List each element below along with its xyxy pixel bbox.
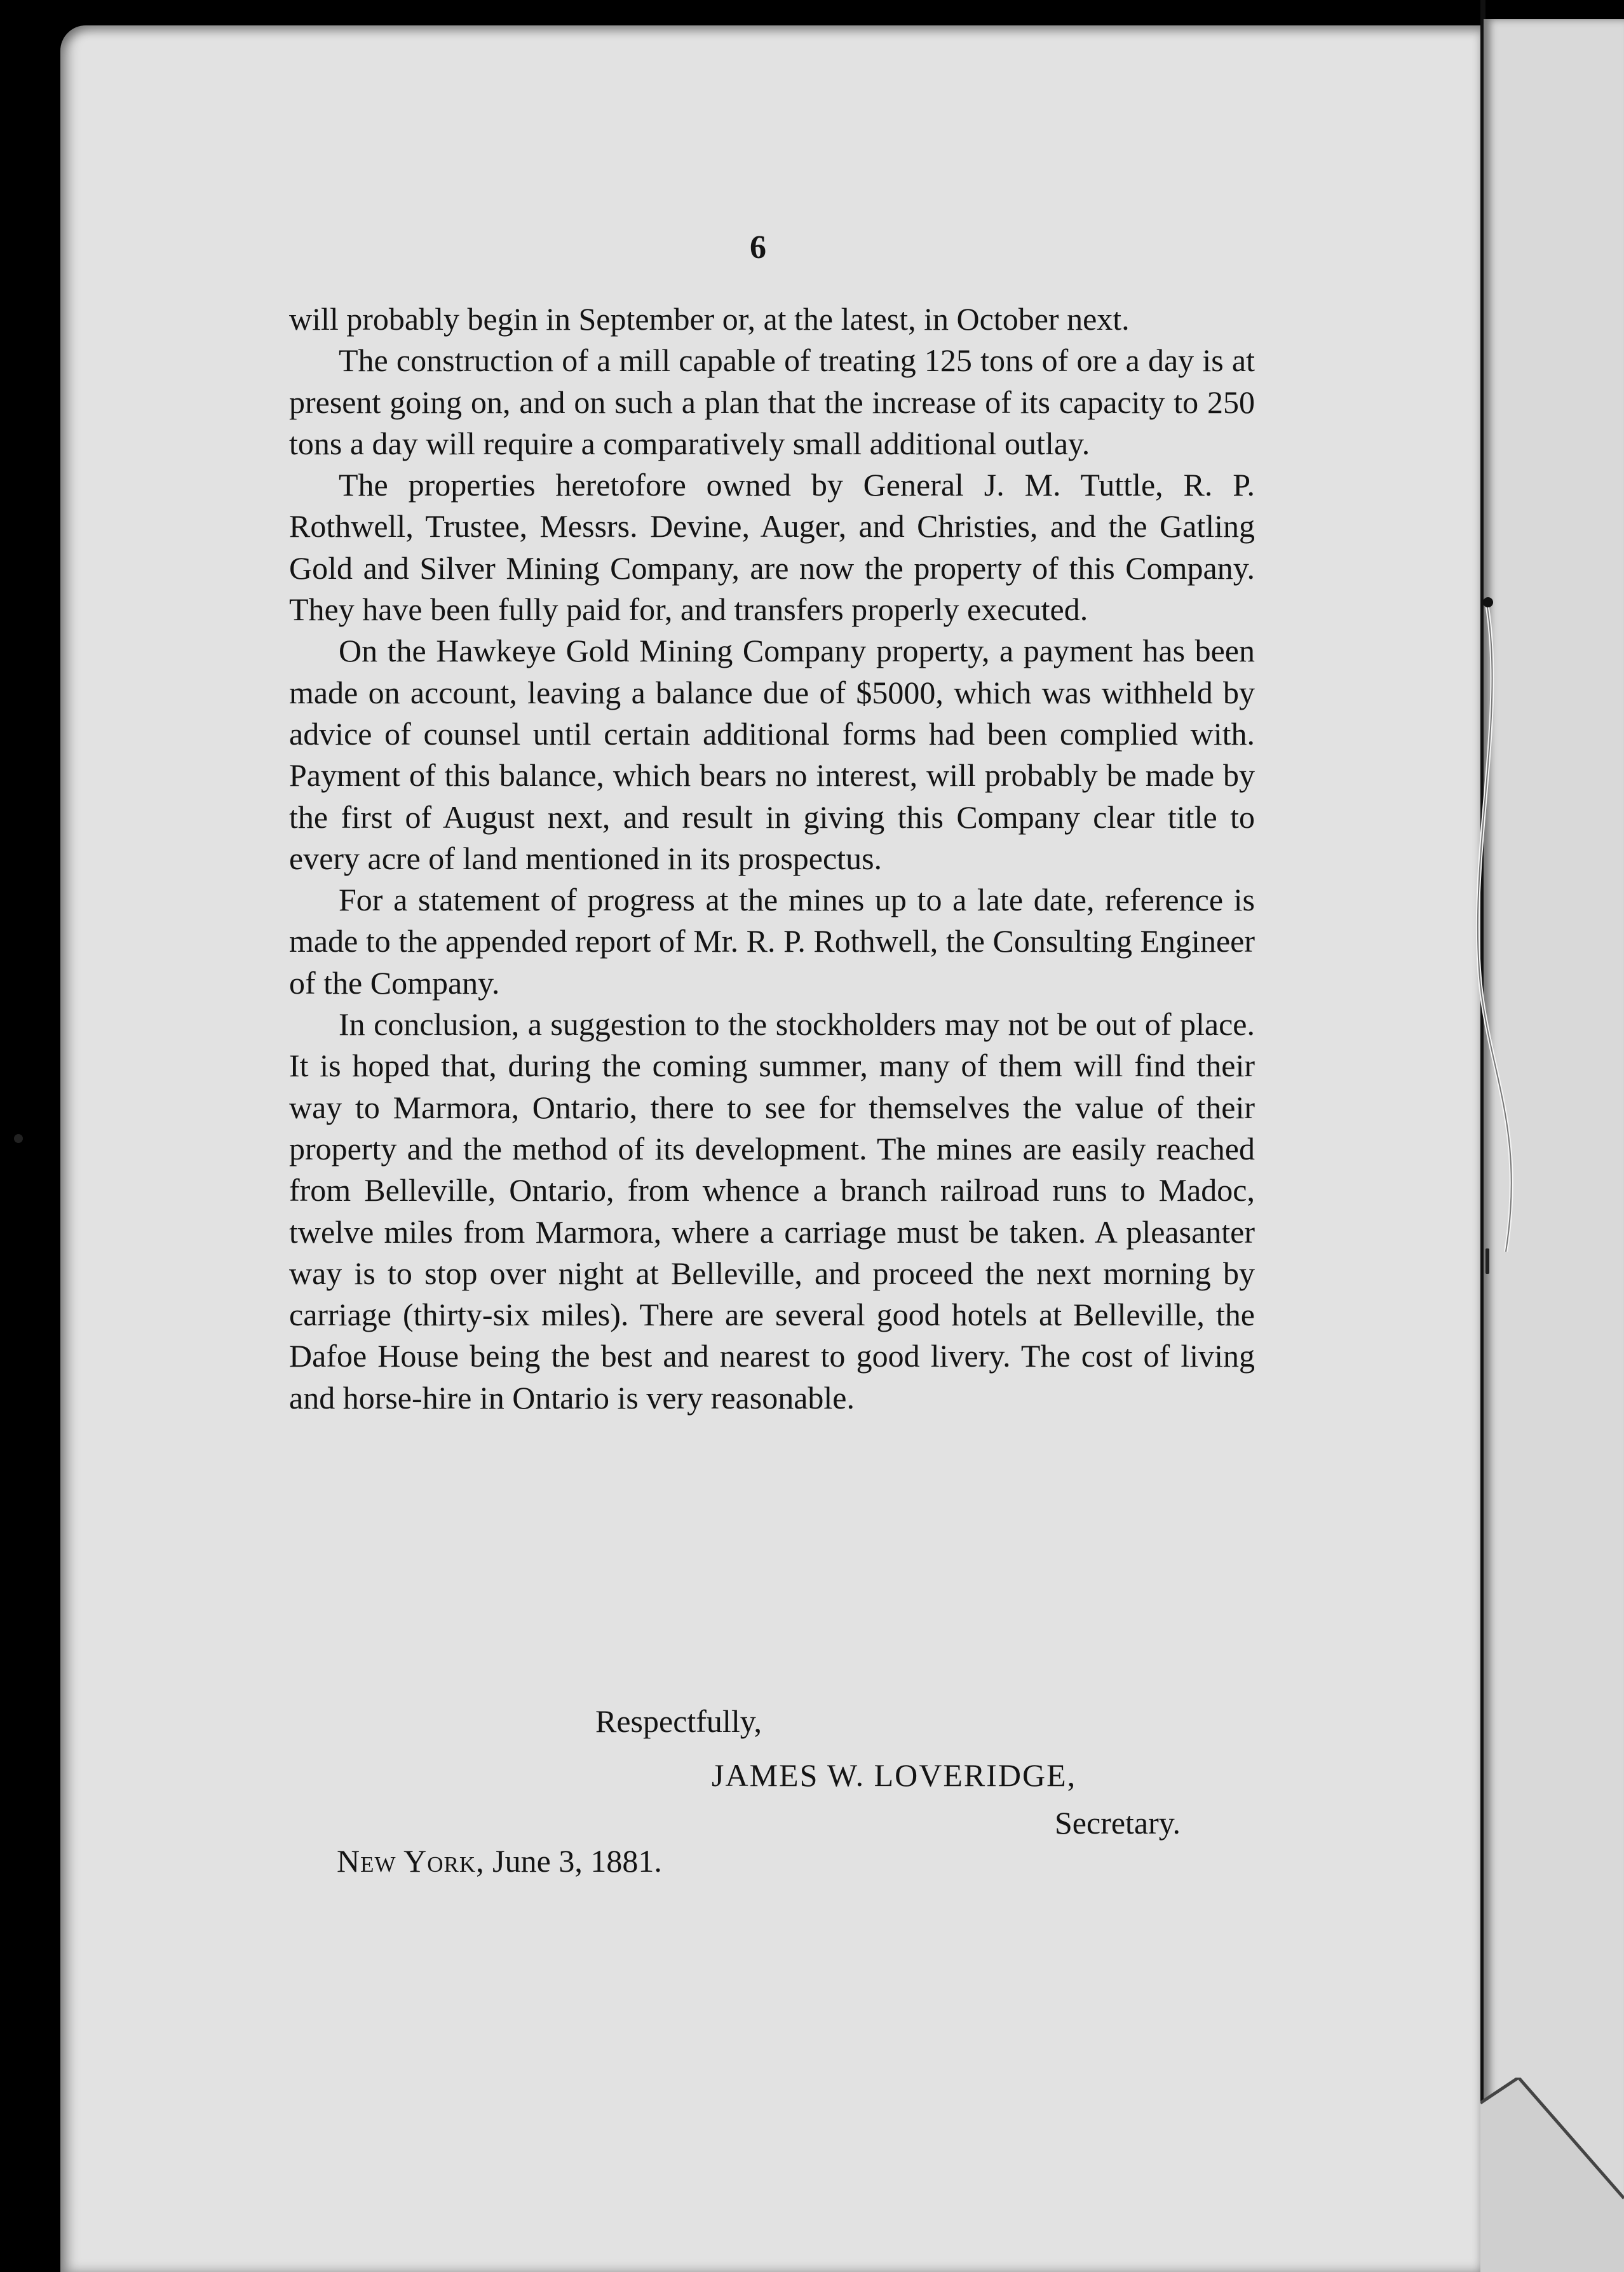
- paragraph: For a statement of progress at the mines up to a late date, reference is made to the appended report of Mr. R. P. Rothwell, the Consulting Engineer of the Company.: [289, 882, 1255, 1001]
- place-and-date: [337, 1843, 662, 1879]
- paragraph: The construction of a mill capable of treating 125 tons of ore a day is at present going on, and on such a plan that the increase of its capacity to 250 tons a day will require a comparatively small additional outlay.: [289, 342, 1255, 461]
- closing-salutation: Respectfully,: [595, 1703, 762, 1739]
- paragraph: will probably begin in September or, at the latest, in October next.: [289, 301, 1130, 337]
- torn-corner: [1480, 2078, 1624, 2272]
- date: June 3, 1881.: [492, 1843, 662, 1879]
- signatory-name: JAMES W. LOVERIDGE,: [712, 1757, 1077, 1793]
- place: New York,: [337, 1843, 485, 1879]
- binding-string: [1430, 591, 1557, 1290]
- paragraph: The properties heretofore owned by General J. M. Tuttle, R. P. Rothwell, Trustee, Messrs. Devine, Auger, and Christies, and the Gatling Gold and Silver Mining Company, are now the property of this Company. They have been fully paid for, and transfers properly executed.: [289, 467, 1255, 628]
- body-text: [289, 299, 1255, 1419]
- paragraph: On the Hawkeye Gold Mining Company property, a payment has been made on account, leaving a balance due of $5000, which was withheld by advice of counsel until certain additional forms had been complied with. Payment of this balance, which bears no interest, will probably be made by the first of August next, and result in giving this Company clear title to every acre of land mentioned in its prospectus.: [289, 633, 1255, 876]
- page-number: 6: [750, 229, 766, 266]
- ink-speck: [14, 1134, 23, 1143]
- paragraph: In conclusion, a suggestion to the stockholders may not be out of place. It is hoped that, during the coming summer, many of them will find their way to Marmora, Ontario, there to see for themselves the value of their property and the method of its development. The mines are easily reached from Belleville, Ontario, from whence a branch railroad runs to Madoc, twelve miles from Marmora, where a carriage must be taken. A pleasanter way is to stop over night at Belleville, and proceed the next morning by carriage (thirty-six miles). There are several good hotels at Belleville, the Dafoe House being the best and nearest to good livery. The cost of living and horse-hire in Ontario is very reasonable.: [289, 1006, 1255, 1416]
- ink-speck: [1485, 1248, 1489, 1274]
- signatory-title: Secretary.: [1055, 1805, 1181, 1841]
